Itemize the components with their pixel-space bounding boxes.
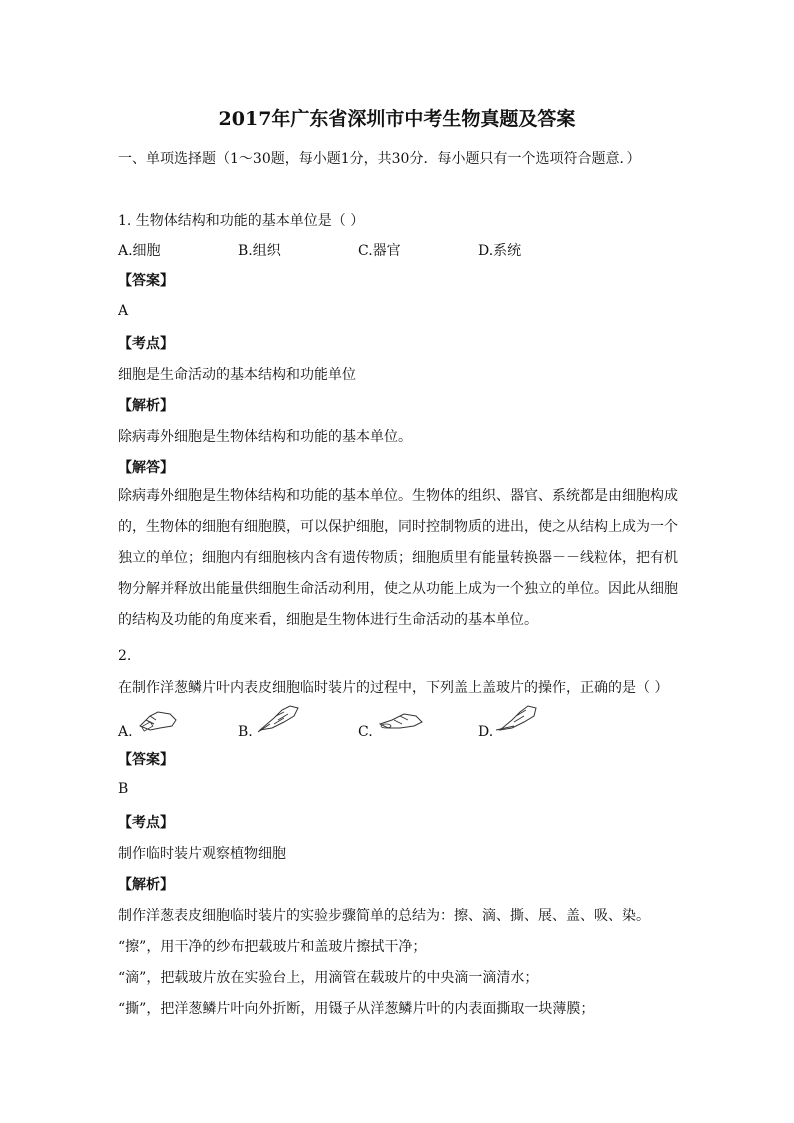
q2-jiexi-line: 制作洋葱表皮细胞临时装片的实验步骤简单的总结为：擦、滴、撕、展、盖、吸、染。 xyxy=(118,908,650,924)
q1-answer: A xyxy=(118,303,129,319)
q2-jiexi-line: “擦”，用干净的纱布把载玻片和盖玻片擦拭干净； xyxy=(118,939,427,955)
q1-jieda-paragraph: 除病毒外细胞是生物体结构和功能的基本单位。生物体的组织、器官、系统都是由细胞构成的，生物体的细胞有细胞膜，可以保护细胞，同时控制物质的进出，使之从结构上成为一个独立的单位；细胞内有细胞核内含有遗传物质；细胞质里有能量转换器－－线粒体，把有机物分解并释放出能量供细胞生命活动利用，使之从功能上成为一个独立的单位。因此从细胞的结构及功能的角度来看，细胞是生物体进行生命活动的基本单位。 xyxy=(118,488,678,628)
q2-option-a-hand-icon xyxy=(136,704,178,734)
section-heading: 一、单项选择题（1～30题，每小题1分，共30分．每小题只有一个选项符合题意．） xyxy=(118,151,641,167)
q2-option-b: B. xyxy=(238,724,253,740)
q2-option-c-hand-icon xyxy=(376,706,424,734)
q1-answer-label: 【答案】 xyxy=(118,273,174,289)
q1-option-d: D.系统 xyxy=(478,243,522,259)
q2-option-d: D. xyxy=(478,724,494,740)
q2-kaodian-label: 【考点】 xyxy=(118,815,174,831)
page-title: 2017年广东省深圳市中考生物真题及答案 xyxy=(218,108,576,130)
q1-option-a: A.细胞 xyxy=(118,243,161,259)
q2-jiexi-line: “撕”，把洋葱鳞片叶向外折断，用镊子从洋葱鳞片叶的内表面撕取一块薄膜； xyxy=(118,1001,595,1017)
q2-kaodian: 制作临时装片观察植物细胞 xyxy=(118,846,286,862)
q2-option-b-hand-icon xyxy=(254,700,302,734)
question-2-stem: 在制作洋葱鳞片叶内表皮细胞临时装片的过程中，下列盖上盖玻片的操作，正确的是（ ） xyxy=(118,680,669,696)
q2-option-c: C. xyxy=(358,724,373,740)
q2-jiexi-line: “滴”，把载玻片放在实验台上，用滴管在载玻片的中央滴一滴清水； xyxy=(118,970,539,986)
q2-answer: B xyxy=(118,781,129,797)
q2-answer-label: 【答案】 xyxy=(118,752,174,768)
q1-jiexi: 除病毒外细胞是生物体结构和功能的基本单位。 xyxy=(118,429,412,445)
q1-option-c: C.器官 xyxy=(358,243,401,259)
question-1-stem: 1. 生物体结构和功能的基本单位是（ ） xyxy=(118,213,365,229)
q2-option-d-hand-icon xyxy=(494,700,540,734)
q1-jieda-label: 【解答】 xyxy=(118,460,174,476)
q1-kaodian-label: 【考点】 xyxy=(118,336,174,352)
q2-jiexi-label: 【解析】 xyxy=(118,877,174,893)
question-2-number: 2. xyxy=(118,648,132,664)
q1-kaodian: 细胞是生命活动的基本结构和功能单位 xyxy=(118,367,356,383)
q1-option-b: B.组织 xyxy=(238,243,281,259)
q1-jiexi-label: 【解析】 xyxy=(118,398,174,414)
q2-option-a: A. xyxy=(118,724,133,740)
